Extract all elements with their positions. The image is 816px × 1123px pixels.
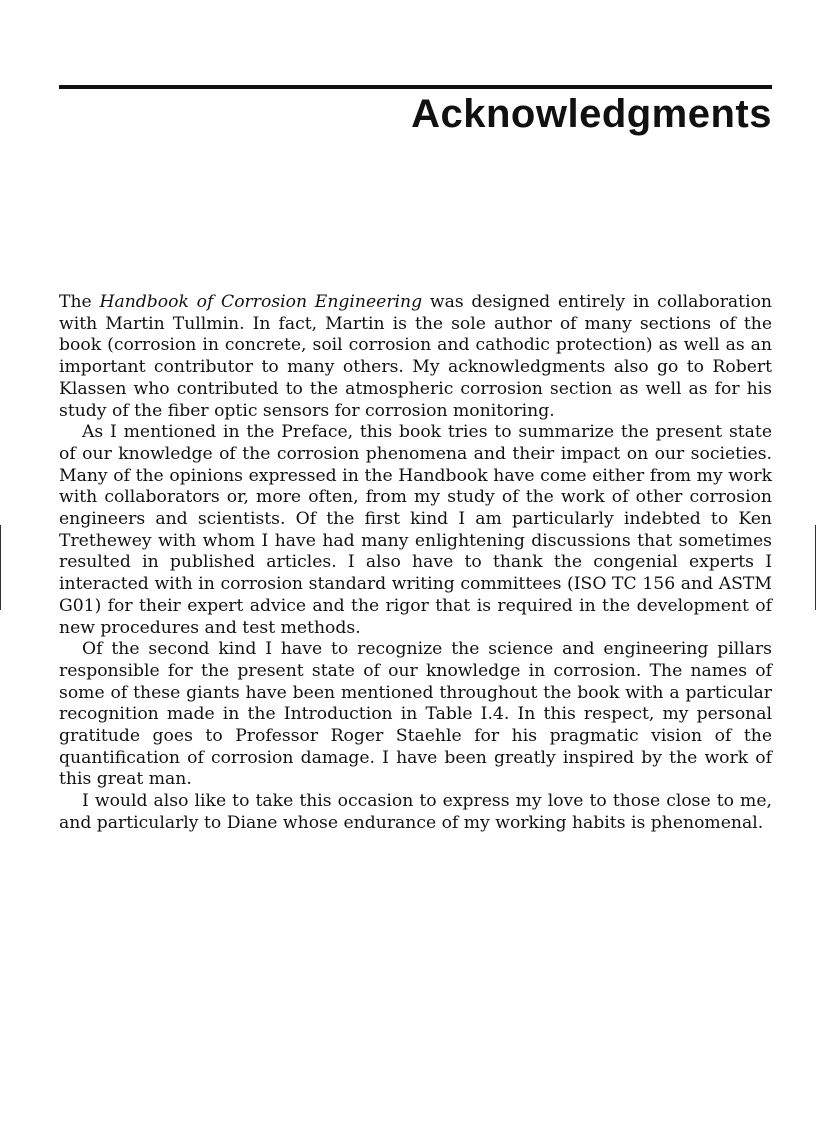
acknowledgments-body	[59, 292, 772, 835]
page-title: Acknowledgments	[411, 92, 772, 136]
left-edge-mark	[0, 525, 1, 610]
chapter-top-rule	[59, 85, 772, 89]
paragraph-4: I would also like to take this occasion to express my love to those close to me, and particularly to Diane whose endurance of my working habits is phenomenal.	[59, 791, 772, 833]
paragraph-2: As I mentioned in the Preface, this book tries to summarize the present state of our knowledge of the corrosion phenomena and their impact on our societies. Many of the opinions expressed in the Handbook have come either from my work with collaborators or, more often, from my study of the work of other corrosion engineers and scientists. Of the first kind I am particularly indebted to Ken Trethewey with whom I have had many enlightening discussions that sometimes resulted in published articles. I also have to thank the congenial experts I interacted with in corrosion standard writing committees (ISO TC 156 and ASTM G01) for their expert advice and the rigor that is required in the development of new procedures and test methods.	[59, 422, 772, 638]
paragraph-1-lead: The	[59, 292, 100, 312]
paragraph-3: Of the second kind I have to recognize the science and engineering pillars responsible for the present state of our knowledge in corrosion. The names of some of these giants have been mentioned throughout the book with a particular recognition made in the Introduction in Table I.4. In this respect, my personal gratitude goes to Professor Roger Staehle for his pragmatic vision of the quantification of corrosion damage. I have been greatly inspired by the work of this great man.	[59, 639, 772, 790]
paragraph-1-text: was designed entirely in collaboration with Martin Tullmin. In fact, Martin is the sole author of many sections of the book (corrosion in concrete, soil corrosion and cathodic protection) as well as an important contributor to many others. My acknowledgments also go to Robert Klassen who contributed to the atmospheric corrosion section as well as for his study of the fiber optic sensors for corrosion monitoring.	[59, 292, 772, 421]
paragraph-1	[59, 292, 772, 422]
book-title-emphasis: Handbook of Corrosion Engineering	[99, 292, 423, 312]
